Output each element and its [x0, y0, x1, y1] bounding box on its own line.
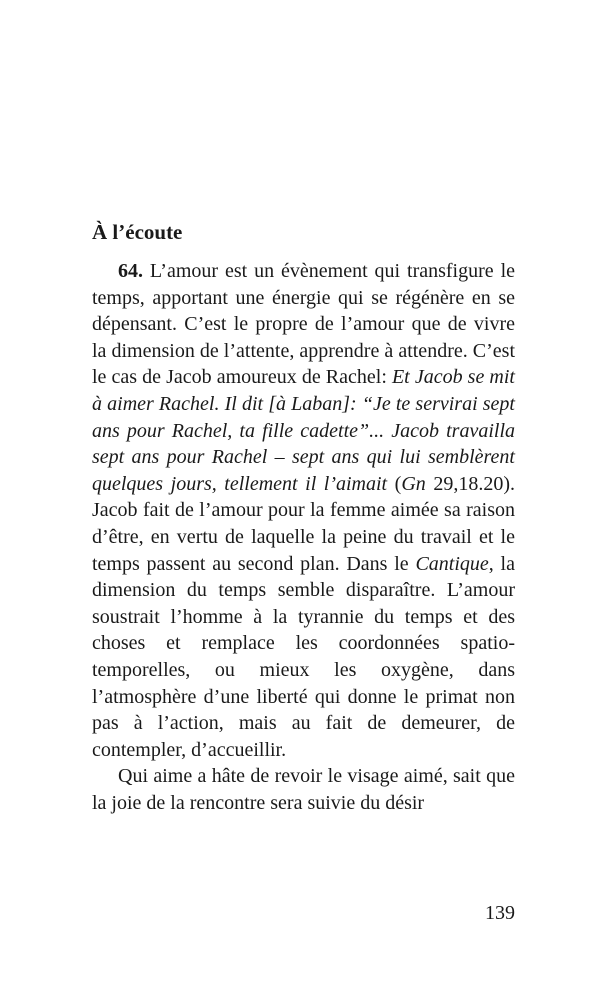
paragraph-number: 64.	[118, 260, 143, 282]
paragraph-64	[92, 258, 515, 763]
paragraph-text-part: , la dimension du temps semble disparaître. L’amour soustrait l’homme à la tyrannie du temps et des choses et remplace les coordonnées spatio-temporelles, ou mieux les oxygène, dans l’atmosphère d’une liberté qui donne le primat non pas à l’action, mais au fait de demeurer, de contempler, d’accueillir.	[92, 552, 515, 761]
reference-book: Gn	[401, 472, 426, 495]
paragraph-text-part: L’amour est un évènement qui transfigure le temps, apportant une énergie qui se régénère en se dépensant. C’est le propre de l’amour que de vivre la dimension de l’attente, apprendre à attendre. C’est le cas de Jacob amoureux de Rachel:	[92, 260, 515, 389]
section-heading: À l’écoute	[92, 220, 183, 244]
paragraph-text-part: (	[387, 472, 402, 495]
biblical-quote: Et Jacob se mit à aimer Rachel. Il dit [à Laban]: “Je te servirai sept ans pour Rachel, ta fille cadette”... Jacob travailla sept ans pour Rachel – sept ans qui lui semblèrent quelques jours, tellement il l’aimait	[92, 366, 515, 495]
cantique-title: Cantique	[415, 552, 489, 575]
paragraph-continuation: Qui aime a hâte de revoir le visage aimé, sait que la joie de la rencontre sera suivie du désir	[92, 765, 515, 814]
page-body	[92, 218, 515, 816]
paragraph-text-part: 29,18.20). Jacob fait de l’amour pour la femme aimée sa raison d’être, en vertu de laquelle la peine du travail et le temps passent au second plan. Dans le	[92, 472, 515, 575]
page-number: 139	[485, 902, 515, 924]
